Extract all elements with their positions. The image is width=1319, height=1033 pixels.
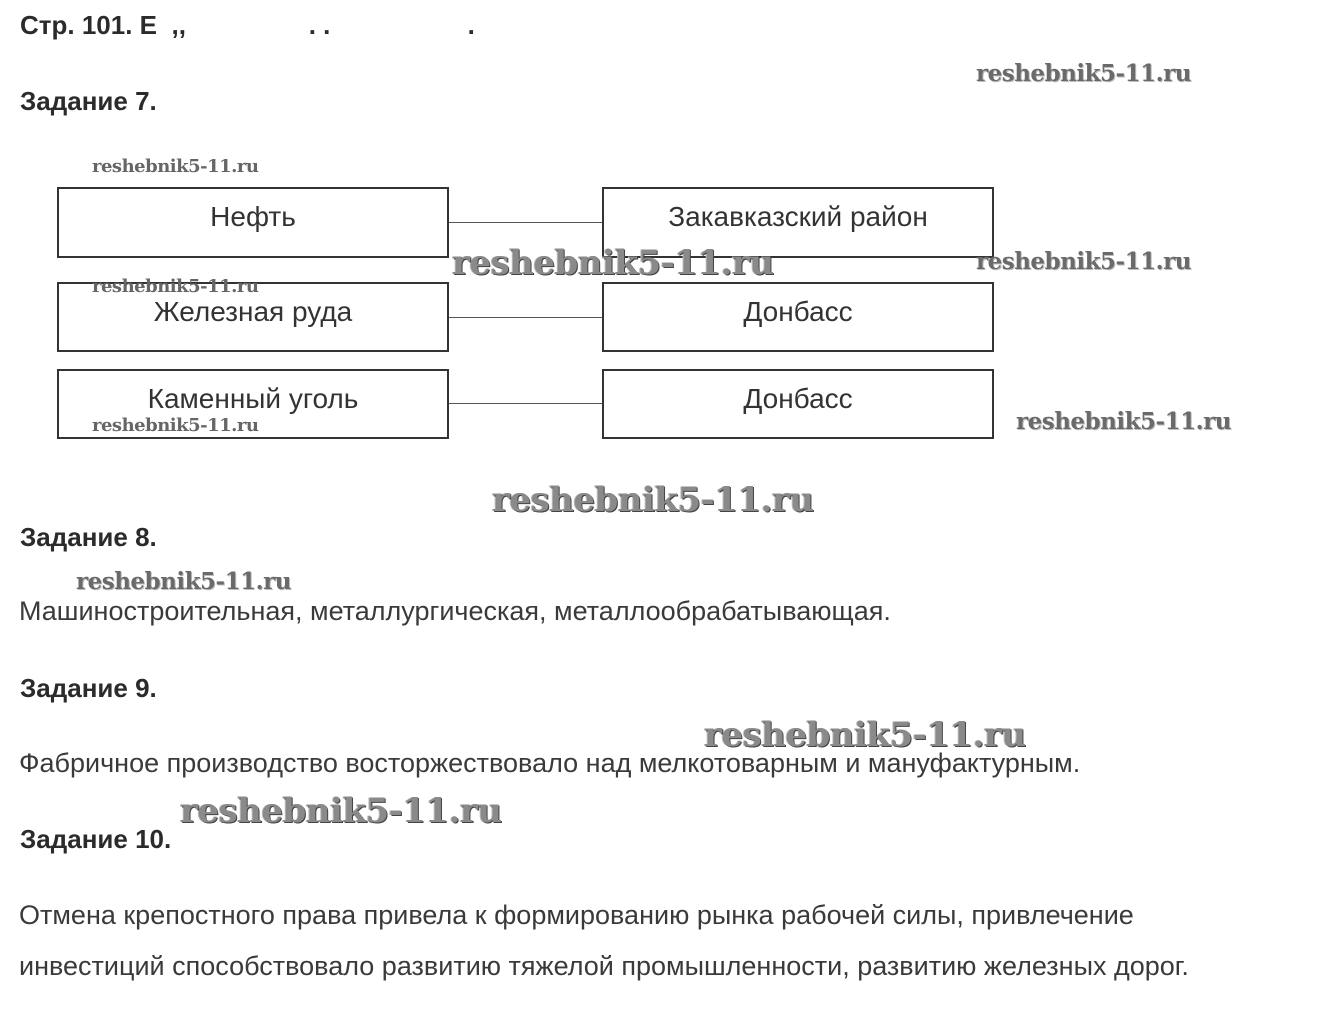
resource-label: Каменный уголь [147,383,359,414]
task10-title: Задание 10. [20,824,172,854]
connector-line [449,403,602,404]
region-box-donbass [602,282,994,352]
watermark: reshebnik5-11.ru [92,156,259,177]
connector-line [449,317,602,318]
region-label: Донбасс [743,383,853,414]
connector-line [449,222,602,223]
watermark: reshebnik5-11.ru [704,715,1026,755]
task8-answer: Машиностроительная, металлургическая, металлообрабатывающая. [19,596,891,626]
task7-title: Задание 7. [20,86,157,116]
task8-title: Задание 8. [20,522,157,552]
watermark: reshebnik5-11.ru [76,568,291,595]
resource-box-oil [57,187,449,258]
watermark: reshebnik5-11.ru [92,276,259,297]
watermark: reshebnik5-11.ru [180,791,502,831]
region-label: Закавказский район [668,201,928,232]
region-box-donbass-2 [602,369,994,439]
resource-label: Железная руда [153,296,353,327]
header-artifact-dots: ,, . . . [164,10,475,40]
watermark: reshebnik5-11.ru [976,248,1191,275]
task10-answer-line-1: Отмена крепостного права привела к формированию рынка рабочей силы, привлечение [19,900,1134,930]
task9-title: Задание 9. [20,673,157,703]
region-label: Донбасс [743,296,853,327]
watermark: reshebnik5-11.ru [452,243,774,283]
watermark: reshebnik5-11.ru [492,480,814,520]
resource-label: Нефть [210,201,296,232]
task9-answer: Фабричное производство восторжествовало над мелкотоварным и мануфактурным. [19,748,1081,778]
task10-answer-line-2: инвестиций способствовало развитию тяжелой промышленности, развитию железных дорог. [19,951,1189,981]
page-header: Стр. 101. Е [20,10,158,40]
watermark: reshebnik5-11.ru [92,415,259,436]
watermark: reshebnik5-11.ru [976,60,1191,87]
watermark: reshebnik5-11.ru [1016,408,1231,435]
